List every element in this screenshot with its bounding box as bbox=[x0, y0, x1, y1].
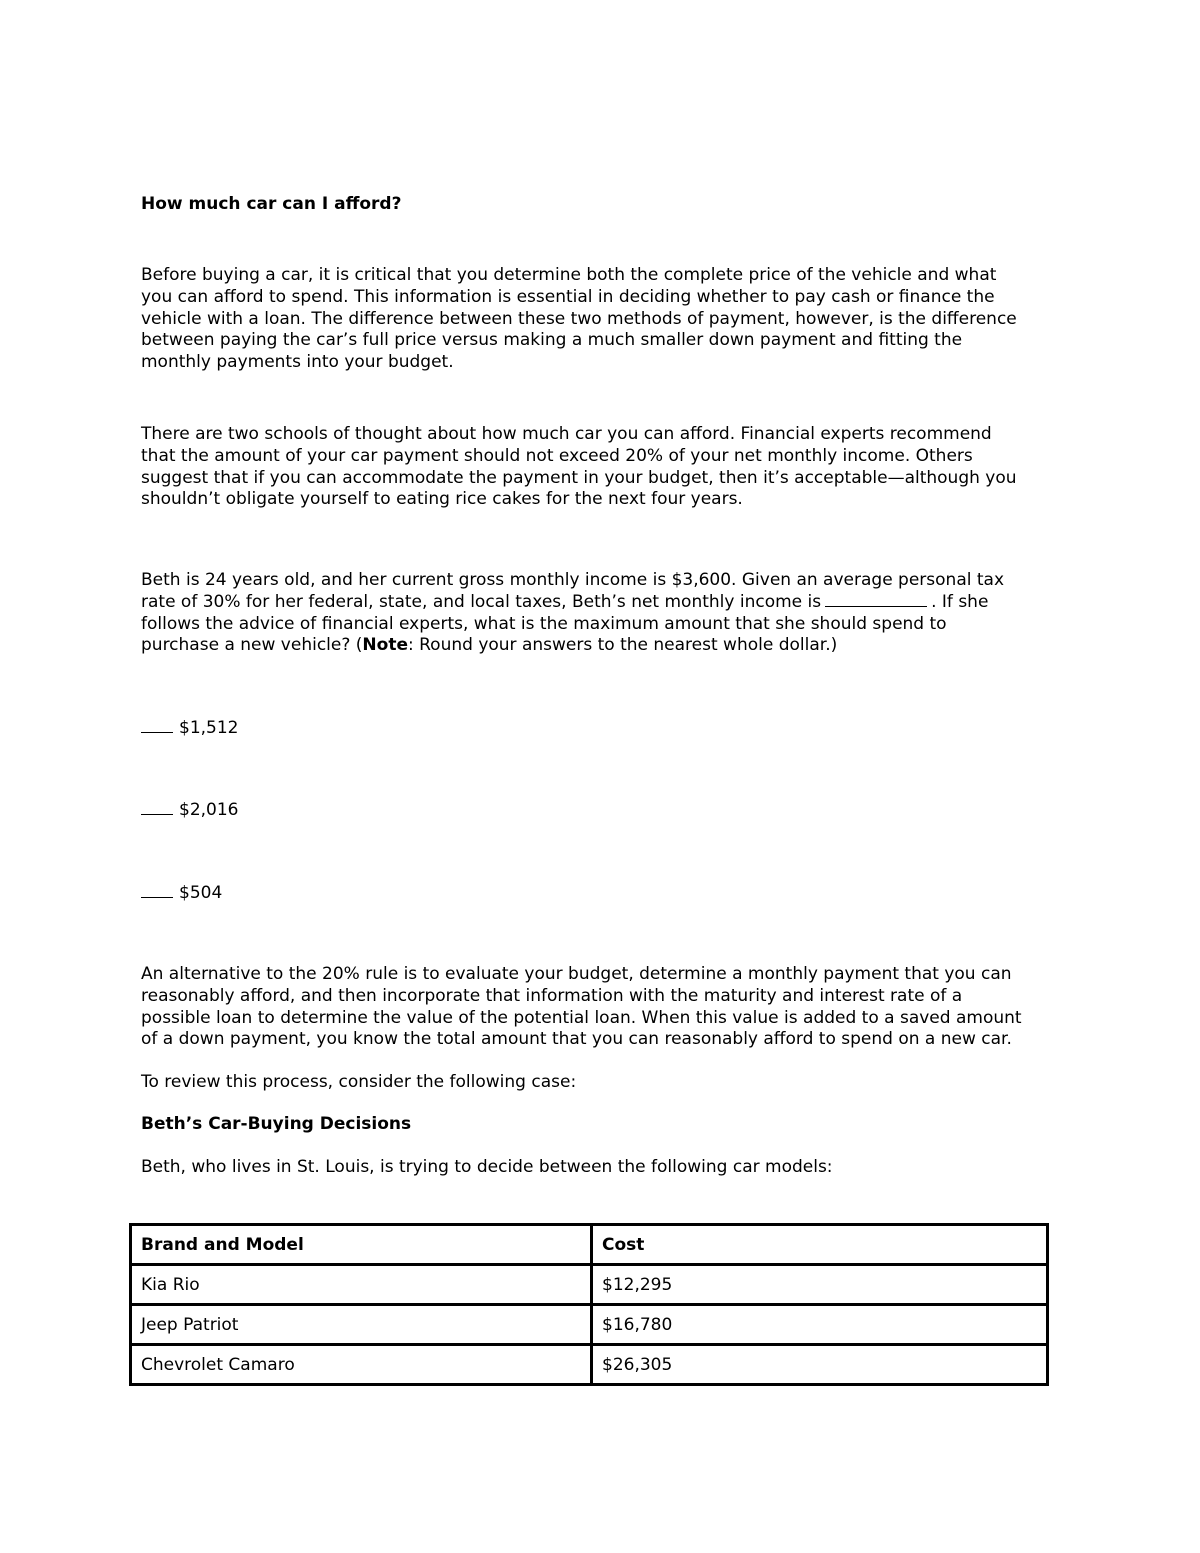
car-models-table bbox=[129, 1223, 1049, 1386]
text-line: follows the advice of financial experts, what is the maximum amount that she should spend to bbox=[141, 613, 947, 634]
text-line: possible loan to determine the value of the potential loan. When this value is added to a saved amount bbox=[141, 1007, 1022, 1028]
table-cell-model: Kia Rio bbox=[131, 1265, 592, 1305]
text-line: shouldn’t obligate yourself to eating rice cakes for the next four years. bbox=[141, 489, 743, 510]
table-row bbox=[131, 1265, 1048, 1305]
table-row bbox=[131, 1345, 1048, 1385]
answer-blank[interactable] bbox=[141, 732, 173, 733]
answer-option[interactable] bbox=[141, 883, 222, 903]
page-title: How much car can I afford? bbox=[141, 194, 402, 214]
text-line: you can afford to spend. This information is essential in deciding whether to pay cash or finance the bbox=[141, 286, 995, 307]
text-line: Before buying a car, it is critical that you determine both the complete price of the vehicle and what bbox=[141, 265, 997, 285]
question-paragraph bbox=[141, 570, 1071, 657]
text-segment: . If she bbox=[931, 591, 989, 612]
alternative-rule-paragraph bbox=[141, 964, 1071, 1051]
case-intro-paragraph: Beth, who lives in St. Louis, is trying to decide between the following car models: bbox=[141, 1157, 833, 1177]
text-line: monthly payments into your budget. bbox=[141, 352, 454, 373]
table-row bbox=[131, 1305, 1048, 1345]
table-cell-model: Jeep Patriot bbox=[131, 1305, 592, 1345]
option-value: $1,512 bbox=[179, 718, 239, 738]
review-paragraph: To review this process, consider the following case: bbox=[141, 1072, 577, 1092]
answer-blank[interactable] bbox=[825, 606, 927, 607]
text-line: of a down payment, you know the total amount that you can reasonably afford to spend on a new car. bbox=[141, 1029, 1012, 1050]
text-line: Beth is 24 years old, and her current gross monthly income is $3,600. Given an average personal tax bbox=[141, 570, 1005, 590]
answer-option[interactable] bbox=[141, 800, 238, 820]
table-header-row bbox=[131, 1225, 1048, 1265]
text-segment: : Round your answers to the nearest whole dollar.) bbox=[408, 635, 838, 656]
schools-of-thought-paragraph bbox=[141, 424, 1071, 511]
answer-option[interactable] bbox=[141, 718, 238, 738]
table-cell-model: Chevrolet Camaro bbox=[131, 1345, 592, 1385]
text-line bbox=[141, 635, 1071, 657]
option-value: $504 bbox=[179, 883, 223, 903]
table-header-cell: Cost bbox=[592, 1225, 1048, 1265]
answer-blank[interactable] bbox=[141, 814, 173, 815]
text-line: suggest that if you can accommodate the payment in your budget, then it’s acceptable—although you bbox=[141, 467, 1017, 488]
case-heading: Beth’s Car-Buying Decisions bbox=[141, 1114, 412, 1134]
text-segment: purchase a new vehicle? ( bbox=[141, 635, 363, 656]
text-line: There are two schools of thought about how much car you can afford. Financial experts recommend bbox=[141, 424, 992, 444]
text-line bbox=[141, 592, 1071, 614]
text-line: that the amount of your car payment should not exceed 20% of your net monthly income. Others bbox=[141, 445, 973, 466]
text-segment: rate of 30% for her federal, state, and local taxes, Beth’s net monthly income is bbox=[141, 591, 822, 612]
table-cell-cost: $26,305 bbox=[592, 1345, 1048, 1385]
text-line: reasonably afford, and then incorporate that information with the maturity and interest rate of a bbox=[141, 985, 963, 1006]
table-cell-cost: $16,780 bbox=[592, 1305, 1048, 1345]
text-line: vehicle with a loan. The difference between these two methods of payment, however, is the difference bbox=[141, 308, 1017, 329]
text-line: An alternative to the 20% rule is to evaluate your budget, determine a monthly payment that you can bbox=[141, 964, 1012, 984]
text-line: between paying the car’s full price versus making a much smaller down payment and fitting the bbox=[141, 330, 963, 351]
table-header-cell: Brand and Model bbox=[131, 1225, 592, 1265]
intro-paragraph bbox=[141, 265, 1071, 374]
note-label: Note bbox=[362, 635, 408, 656]
answer-blank[interactable] bbox=[141, 897, 173, 898]
option-value: $2,016 bbox=[179, 800, 239, 820]
table-cell-cost: $12,295 bbox=[592, 1265, 1048, 1305]
